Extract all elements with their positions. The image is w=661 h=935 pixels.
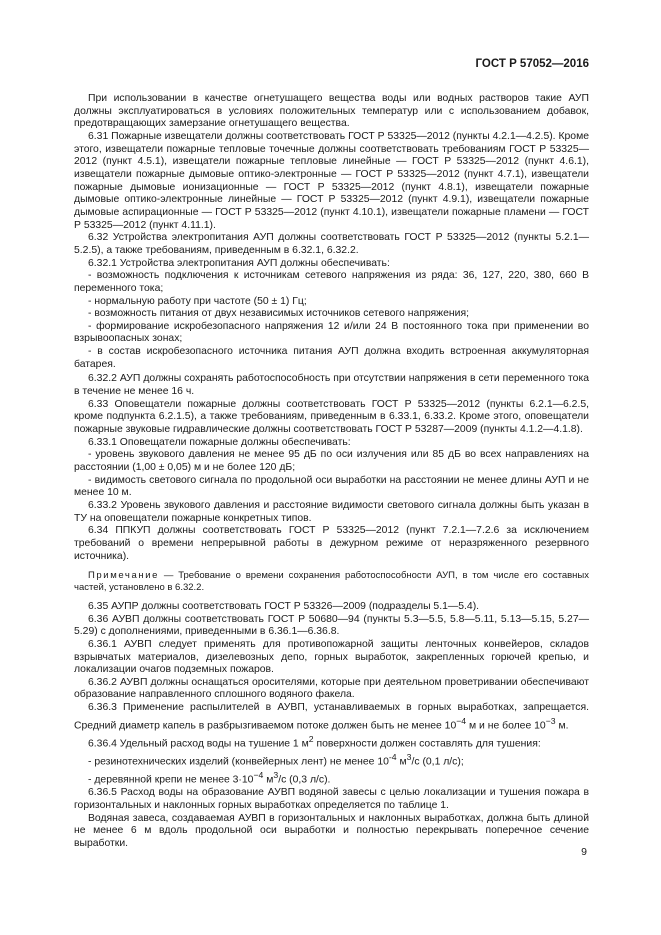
note [74,570,589,594]
page-number: 9 [581,846,587,858]
paragraph: 6.35 АУПР должны соответствовать ГОСТ Р 53326—2009 (подразделы 5.1—5.4). [88,600,480,612]
paragraph: 6.33 Оповещатели пожарные должны соответствовать ГОСТ Р 53325—2012 (пункты 6.2.1—6.2.5, кроме подпункта 6.2.1.5), а также требованиям, приведенным в 6.33.1, 6.33.2. Кроме этого, оповещатели пожарные звуковые гидравлические должны соответствовать ГОСТ Р 53287—2009 (пункты 4.1.2—4.1.8). [74,398,589,436]
paragraph: 6.36.1 АУВП следует применять для противопожарной защиты ленточных конвейеров, складов взрывчатых материалов, дизелевозных депо, горных выработок, закрепленных горючей крепью, и локализации очагов подземных пожаров. [74,638,589,676]
list-item: - видимость светового сигнала по продольной оси выработки на расстоянии не менее длины АУП и не менее 10 м. [74,474,589,499]
paragraph: 6.32.1 Устройства электропитания АУП должны обеспечивать: [88,257,390,269]
text-run: - деревянной крепи не менее 3·10 [88,774,254,786]
superscript: 3 [406,752,412,763]
superscript: 2 [308,733,314,744]
paragraph: 6.32.2 АУП должны сохранять работоспособность при отсутствии напряжения в сети переменного тока в течение не менее 16 ч. [74,373,589,398]
list-item [74,769,589,787]
paragraph: 6.33.2 Уровень звукового давления и расстояние видимости светового сигнала должны быть указан в ТУ на оповещатели пожарные конкретных типов. [74,500,589,524]
text-run: м и не более 10 [466,720,546,732]
paragraph: 6.31 Пожарные извещатели должны соответствовать ГОСТ Р 53325—2012 (пункты 4.2.1—4.2.5). Кроме этого, извещатели пожарные тепловые точечные должны соответствовать требованиям ГОСТ Р 53325—2012 (пункт 4.5.1), извещатели пожарные тепловые линейные — ГОСТ Р 53325—2012 (пункт 4.6.1), извещатели пожарные дымовые оптико-электронные — ГОСТ Р 53325—2012 (пункт 4.7.1), извещатели пожарные дымовые ионизационные — ГОСТ Р 53325—2012 (пункт 4.8.1), извещатели пожарные дымовые оптико-электронные линейные — ГОСТ Р 53325—2012 (пункт 4.9.1), извещатели пожарные дымовые аспирационные — ГОСТ Р 53325—2012 (пункт 4.10.1), извещатели пожарные пламени — ГОСТ Р 53325—2012 (пункт 4.11.1). [74,130,589,231]
text-run: /с (0,1 л/с); [411,756,464,768]
paragraph: При использовании в качестве огнетушащего вещества воды или водных растворов такие АУП должны эксплуатироваться в условиях положительных температур или с использованием добавок, предотвращающих замерзание огнетушащего вещества. [74,93,589,130]
superscript: −4 [456,715,467,726]
text-run: /с (0,3 л/с). [278,774,331,786]
paragraph: 6.33.1 Оповещатели пожарные должны обеспечивать: [88,436,351,448]
list-item: - в состав искробезопасного источника питания АУП должна входить встроенная аккумуляторная батарея. [74,346,589,370]
text-run: м [263,774,274,786]
text-run: м [396,756,407,768]
text-run: поверхности должен составлять для тушения: [313,738,541,750]
list-item: - возможность питания от двух независимых источников сетевого напряжения; [88,308,469,320]
text-run: м. [555,720,569,732]
text-run: 6.36.3 Применение распылителей в АУВП, устанавливаемых в горных выработках, запрещается. Средний диаметр капель в разбрызгиваемом потоке должен быть не менее 10 [74,702,589,732]
paragraph-6-36-3 [74,702,589,733]
note-text: — Требование о времени сохранения работоспособности АУП, в том числе его составных частей, установлено в 6.32.2. [74,570,589,594]
paragraph: 6.34 ППКУП должны соответствовать ГОСТ Р 53325—2012 (пункт 7.2.1—7.2.6 за исключением требований о времени непрерывной работы в дежурном режиме от неразряженного резервного источника). [74,525,589,562]
document-header: ГОСТ Р 57052—2016 [475,58,589,70]
superscript: −4 [253,770,264,781]
paragraph: 6.36.2 АУВП должны оснащаться оросителями, которые при деятельном проветривании обеспечивают образование направленного сплошного водяного факела. [74,676,589,701]
list-item: - формирование искробезопасного напряжения 12 и/или 24 В постоянного тока при применении во взрывоопасных зонах; [74,320,589,345]
superscript: −3 [545,715,556,726]
list-item: - нормальную работу при частоте (50 ± 1) Гц; [88,295,307,307]
paragraph: Водяная завеса, создаваемая АУВП в горизонтальных и наклонных выработках, должна быть длиной не менее 6 м вдоль продольной оси выработки и полностью перекрывать поперечное сечение выработки. [74,812,589,849]
list-item [74,751,589,769]
list-item: - уровень звукового давления не менее 95 дБ по оси излучения или 85 дБ во всех направлениях на расстоянии (1,00 ± 0,05) м и не более 120 дБ; [74,449,589,474]
text-run: 6.36.4 Удельный расход воды на тушение 1 м [88,738,309,750]
paragraph: 6.36 АУВП должны соответствовать ГОСТ Р 50680—94 (пункты 5.3—5.5, 5.8—5.11, 5.13—5.15, 5.27—5.29) с дополнениями, приведенными в 6.36.1—6.36.8. [74,613,589,638]
note-label: Примечание [88,570,159,582]
page-content [74,93,589,851]
superscript: 3 [273,770,279,781]
text-run: - резинотехнических изделий (конвейерных лент) не менее 10 [88,756,389,768]
paragraph-6-36-4 [74,733,589,751]
paragraph: 6.36.5 Расход воды на образование АУВП водяной завесы с целью локализации и тушения пожара в горизонтальных и наклонных горных выработках определяется по таблице 1. [74,787,589,811]
superscript: -4 [388,752,397,763]
list-item: - возможность подключения к источникам сетевого напряжения из ряда: 36, 127, 220, 380, 660 В переменного тока; [74,270,589,294]
paragraph: 6.32 Устройства электропитания АУП должны соответствовать ГОСТ Р 53325—2012 (пункты 5.2.1—5.2.5), а также требованиям, приведенным в 6.32.1, 6.32.2. [74,232,589,256]
